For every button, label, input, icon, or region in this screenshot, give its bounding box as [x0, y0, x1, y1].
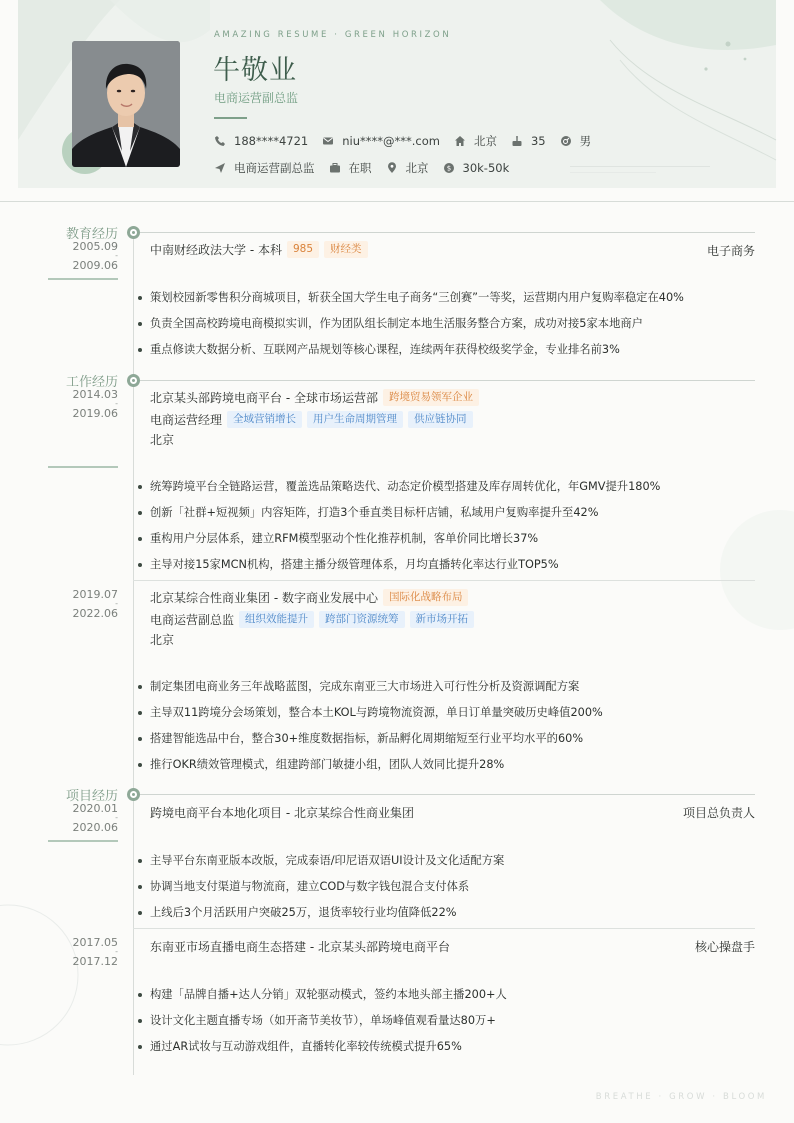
date-end: 2019.06: [72, 407, 118, 420]
work-highlights: [138, 674, 603, 778]
list-item: 上线后3个月活跃用户突破25万，退货率较行业均值降低22%: [138, 900, 504, 926]
education-major: 电子商务: [706, 244, 755, 258]
home-icon: [454, 135, 466, 147]
profile-photo: [72, 41, 180, 167]
timeline-line: [133, 232, 134, 1075]
list-item: 主导双11跨境分会场策划，整合本土KOL与跨境物流资源，单日订单量突破历史峰值200%: [138, 700, 603, 726]
date-separator: -: [115, 399, 118, 408]
work-city: 北京: [150, 433, 175, 447]
title-underline: [214, 117, 247, 119]
list-item: 构建「品牌自播+达人分销」双轮驱动模式，签约本地头部主播200+人: [138, 982, 507, 1008]
gender-item: [560, 133, 592, 149]
list-item: 通过AR试妆与互动游戏组件，直播转化率较传统模式提升65%: [138, 1034, 507, 1060]
svg-text:$: $: [446, 164, 451, 173]
cake-icon: [511, 135, 523, 147]
company-tag: 跨境贸易领军企业: [383, 389, 479, 406]
project-date: [48, 803, 118, 833]
education-school: [150, 241, 368, 258]
list-item: 推行OKR绩效管理模式，组建跨部门敏捷小组，团队人效同比提升28%: [138, 752, 603, 778]
date-separator: -: [115, 599, 118, 608]
date-start: 2017.05: [72, 936, 118, 949]
project-highlights: [138, 982, 507, 1060]
work-highlights: [138, 474, 660, 578]
project-name: 东南亚市场直播电商生态搭建 - 北京某头部跨境电商平台: [150, 940, 450, 954]
project-role: 核心操盘手: [694, 940, 755, 954]
section-title-work: 工作经历: [65, 375, 118, 390]
candidate-title: 电商运营副总监: [214, 91, 299, 105]
date-start: 2019.07: [72, 588, 118, 601]
status-text: 在职: [348, 161, 372, 175]
work-role: [150, 611, 474, 628]
company-name: 北京某头部跨境电商平台 - 全球市场运营部: [150, 391, 378, 405]
section-title-projects: 项目经历: [65, 789, 118, 804]
map-pin-icon: [386, 162, 398, 174]
target-city-item: [386, 160, 429, 176]
date-start: 2005.09: [72, 240, 118, 253]
location-item: [454, 133, 497, 149]
work-date: [48, 389, 118, 419]
date-underline: [48, 278, 118, 280]
role-tag: 跨部门资源统筹: [319, 611, 405, 628]
education-highlights: [138, 285, 684, 363]
location-text: 北京: [473, 134, 497, 148]
footer-tagline: BREATHE · GROW · BLOOM: [595, 1092, 767, 1102]
date-underline: [48, 466, 118, 468]
phone-item: [214, 134, 308, 148]
list-item: 搭建智能选品中台，整合30+维度数据指标，新品孵化周期缩短至行业平均水平的60%: [138, 726, 603, 752]
target-city-text: 北京: [405, 161, 429, 175]
role-tag: 供应链协同: [408, 411, 473, 428]
date-end: 2009.06: [72, 259, 118, 272]
list-item: 重点修读大数据分析、互联网产品规划等核心课程，连续两年获得校级奖学金，专业排名前3%: [138, 337, 684, 363]
company-name: 北京某综合性商业集团 - 数字商业发展中心: [150, 591, 378, 605]
role-name: 电商运营副总监: [150, 613, 235, 627]
section-rule-projects: [140, 794, 755, 795]
list-item: 主导对接15家MCN机构，搭建主播分级管理体系，月均直播转化率达行业TOP5%: [138, 552, 660, 578]
list-item: 重构用户分层体系，建立RFM模型驱动个性化推荐机制，客单价同比增长37%: [138, 526, 660, 552]
work-city: 北京: [150, 633, 175, 647]
role-name: 电商运营经理: [150, 413, 223, 427]
age-text: 35: [530, 134, 546, 148]
entry-divider: [133, 580, 755, 581]
header-divider: [0, 201, 794, 202]
section-node-projects: [127, 788, 140, 801]
list-item: 协调当地支付渠道与物流商，建立COD与数字钱包混合支付体系: [138, 874, 504, 900]
list-item: 统筹跨境平台全链路运营，覆盖选品策略迭代、动态定价模型搭建及库存周转优化，年GMV提升180%: [138, 474, 660, 500]
mail-icon: [322, 135, 334, 147]
header-tagline: AMAZING RESUME · GREEN HORIZON: [214, 30, 452, 40]
gender-text: 男: [579, 134, 592, 148]
salary-item: [443, 161, 510, 175]
school-name: 中南财经政法大学 - 本科: [150, 243, 282, 257]
status-item: [329, 160, 372, 176]
work-company: [150, 589, 468, 606]
date-end: 2020.06: [72, 821, 118, 834]
entry-divider: [133, 928, 755, 929]
work-date: [48, 589, 118, 619]
age-item: [511, 134, 546, 148]
list-item: 创新「社群+短视频」内容矩阵，打造3个垂直类目标杆店铺，私域用户复购率提升至42%: [138, 500, 660, 526]
section-rule-work: [140, 380, 755, 381]
section-rule-education: [140, 232, 755, 233]
project-name: 跨境电商平台本地化项目 - 北京某综合性商业集团: [150, 806, 414, 820]
work-company: [150, 389, 479, 406]
candidate-name: 牛敬业: [213, 55, 297, 86]
list-item: 制定集团电商业务三年战略蓝图，完成东南亚三大市场进入可行性分析及资源调配方案: [138, 674, 603, 700]
education-date: [48, 241, 118, 271]
project-role: 项目总负责人: [682, 806, 755, 820]
role-tag: 用户生命周期管理: [307, 411, 403, 428]
briefcase-icon: [329, 162, 341, 174]
send-icon: [214, 162, 226, 174]
list-item: 设计文化主题直播专场（如开斋节美妆节），单场峰值观看量达80万+: [138, 1008, 507, 1034]
date-underline: [48, 840, 118, 842]
date-start: 2020.01: [72, 802, 118, 815]
role-tag: 全域营销增长: [227, 411, 302, 428]
date-start: 2014.03: [72, 388, 118, 401]
project-highlights: [138, 848, 504, 926]
money-icon: [443, 162, 455, 174]
list-item: 主导平台东南亚版本改版，完成泰语/印尼语双语UI设计及文化适配方案: [138, 848, 504, 874]
school-tag: 985: [287, 241, 319, 258]
role-tag: 组织效能提升: [239, 611, 314, 628]
email-text: niu****@***.com: [342, 134, 440, 148]
date-separator: -: [115, 251, 118, 260]
phone-icon: [214, 135, 226, 147]
phone-text: 188****4721: [234, 134, 309, 148]
date-end: 2017.12: [72, 955, 118, 968]
gender-icon: [560, 135, 572, 147]
date-end: 2022.06: [72, 607, 118, 620]
target-position-item: [214, 160, 315, 176]
list-item: 负责全国高校跨境电商模拟实训，作为团队组长制定本地生活服务整合方案，成功对接5家本地商户: [138, 311, 684, 337]
salary-text: 30k-50k: [462, 161, 510, 175]
section-title-education: 教育经历: [65, 227, 118, 242]
company-tag: 国际化战略布局: [383, 589, 469, 606]
project-date: [48, 937, 118, 967]
contact-row: [214, 133, 605, 149]
list-item: 策划校园新零售积分商城项目，斩获全国大学生电子商务“三创赛”一等奖，运营期内用户复购率稳定在40%: [138, 285, 684, 311]
section-node-work: [127, 374, 140, 387]
job-intent-row: [214, 160, 523, 176]
date-separator: -: [115, 947, 118, 956]
target-position-text: 电商运营副总监: [234, 161, 315, 175]
section-node-education: [127, 226, 140, 239]
work-role: [150, 411, 473, 428]
email-item: [322, 134, 440, 148]
school-tag: 财经类: [324, 241, 368, 258]
role-tag: 新市场开拓: [410, 611, 475, 628]
date-separator: -: [115, 813, 118, 822]
